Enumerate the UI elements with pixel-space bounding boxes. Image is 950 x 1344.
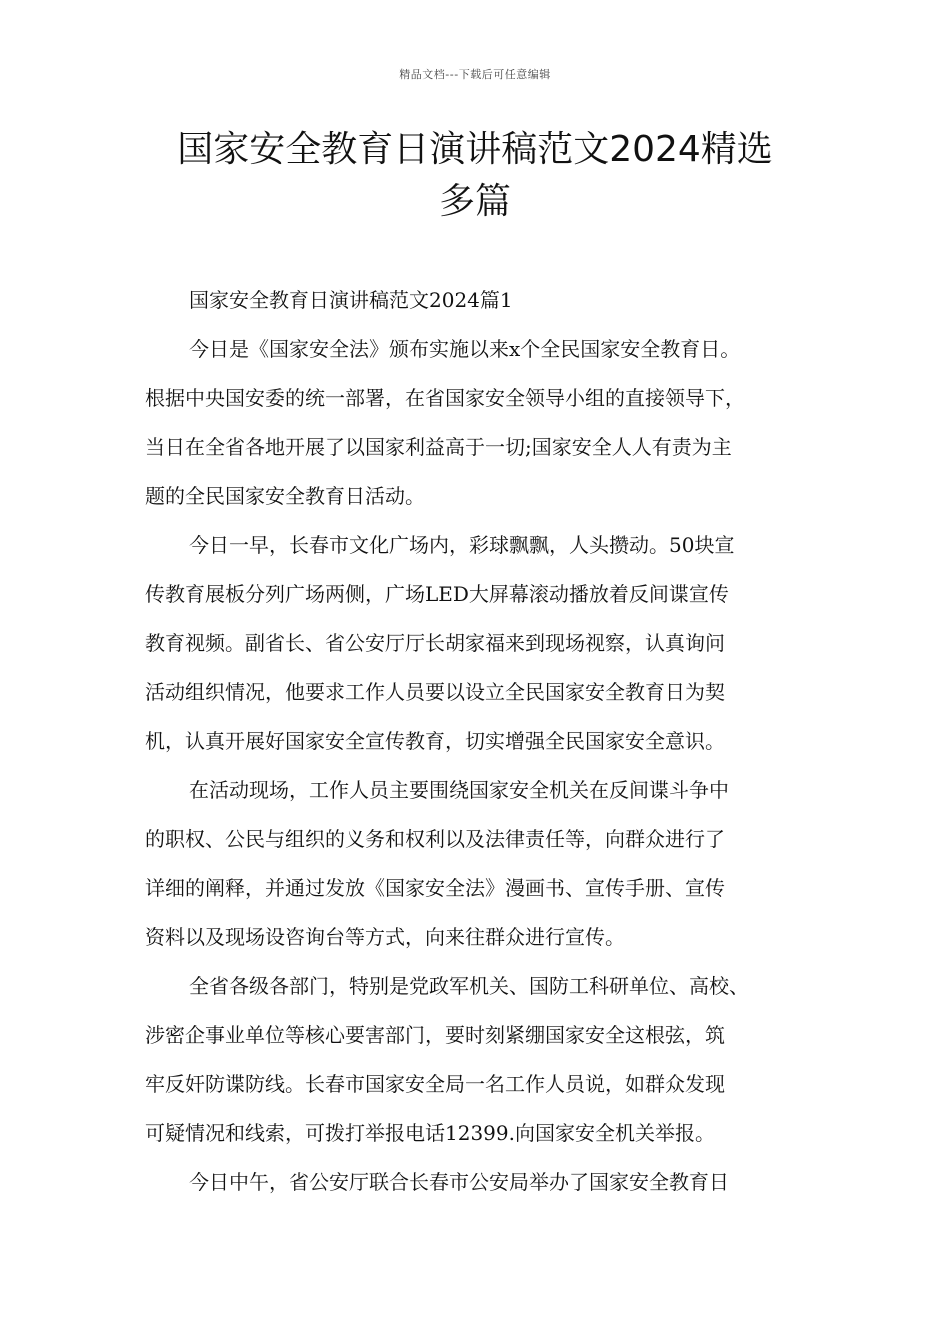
paragraph: [145, 1158, 809, 1207]
paragraph-line: 题的全民国家安全教育日活动。: [145, 484, 425, 508]
title-line: 国家安全教育日演讲稿范文2024精选: [177, 129, 773, 170]
document-title: [140, 124, 810, 228]
paragraph-line: 在活动现场，工作人员主要围绕国家安全机关在反间谍斗争中: [189, 778, 729, 802]
section-heading: 国家安全教育日演讲稿范文2024篇1: [189, 288, 513, 312]
paragraph-line: 今日中午，省公安厅联合长春市公安局举办了国家安全教育日: [189, 1170, 729, 1194]
paragraph-line: 涉密企事业单位等核心要害部门，要时刻紧绷国家安全这根弦，筑: [145, 1023, 725, 1047]
paragraph-line: 活动组织情况，他要求工作人员要以设立全民国家安全教育日为契: [145, 680, 725, 704]
paragraph: [145, 766, 809, 962]
paragraph-line: 教育视频。副省长、省公安厅厅长胡家福来到现场视察，认真询问: [145, 631, 725, 655]
header-note: 精品文档---下载后可任意编辑: [399, 68, 551, 81]
paragraph-line: 牢反奸防谍防线。长春市国家安全局一名工作人员说，如群众发现: [145, 1072, 725, 1096]
paragraph: [145, 521, 809, 766]
paragraph-line: 详细的阐释，并通过发放《国家安全法》漫画书、宣传手册、宣传: [145, 876, 725, 900]
paragraph-line: 全省各级各部门，特别是党政军机关、国防工科研单位、高校、: [189, 974, 749, 998]
paragraph: [145, 325, 809, 521]
document-body: [145, 276, 809, 1207]
paragraph: [145, 962, 809, 1158]
paragraph-line: 可疑情况和线索，可拨打举报电话12399.向国家安全机关举报。: [145, 1121, 715, 1145]
paragraph-line: 传教育展板分列广场两侧，广场LED大屏幕滚动播放着反间谍宣传: [145, 582, 729, 606]
paragraph-line: 资料以及现场设咨询台等方式，向来往群众进行宣传。: [145, 925, 625, 949]
paragraph-line: 今日一早，长春市文化广场内，彩球飘飘，人头攒动。50块宣: [189, 533, 735, 557]
title-line: 多篇: [438, 181, 511, 222]
paragraph-line: 当日在全省各地开展了以国家利益高于一切;国家安全人人有责为主: [145, 435, 732, 459]
paragraph-line: 根据中央国安委的统一部署，在省国家安全领导小组的直接领导下，: [145, 386, 745, 410]
paragraph-line: 机，认真开展好国家安全宣传教育，切实增强全民国家安全意识。: [145, 729, 725, 753]
paragraph-line: 今日是《国家安全法》颁布实施以来x个全民国家安全教育日。: [189, 337, 741, 361]
paragraph-line: 的职权、公民与组织的义务和权利以及法律责任等，向群众进行了: [145, 827, 725, 851]
